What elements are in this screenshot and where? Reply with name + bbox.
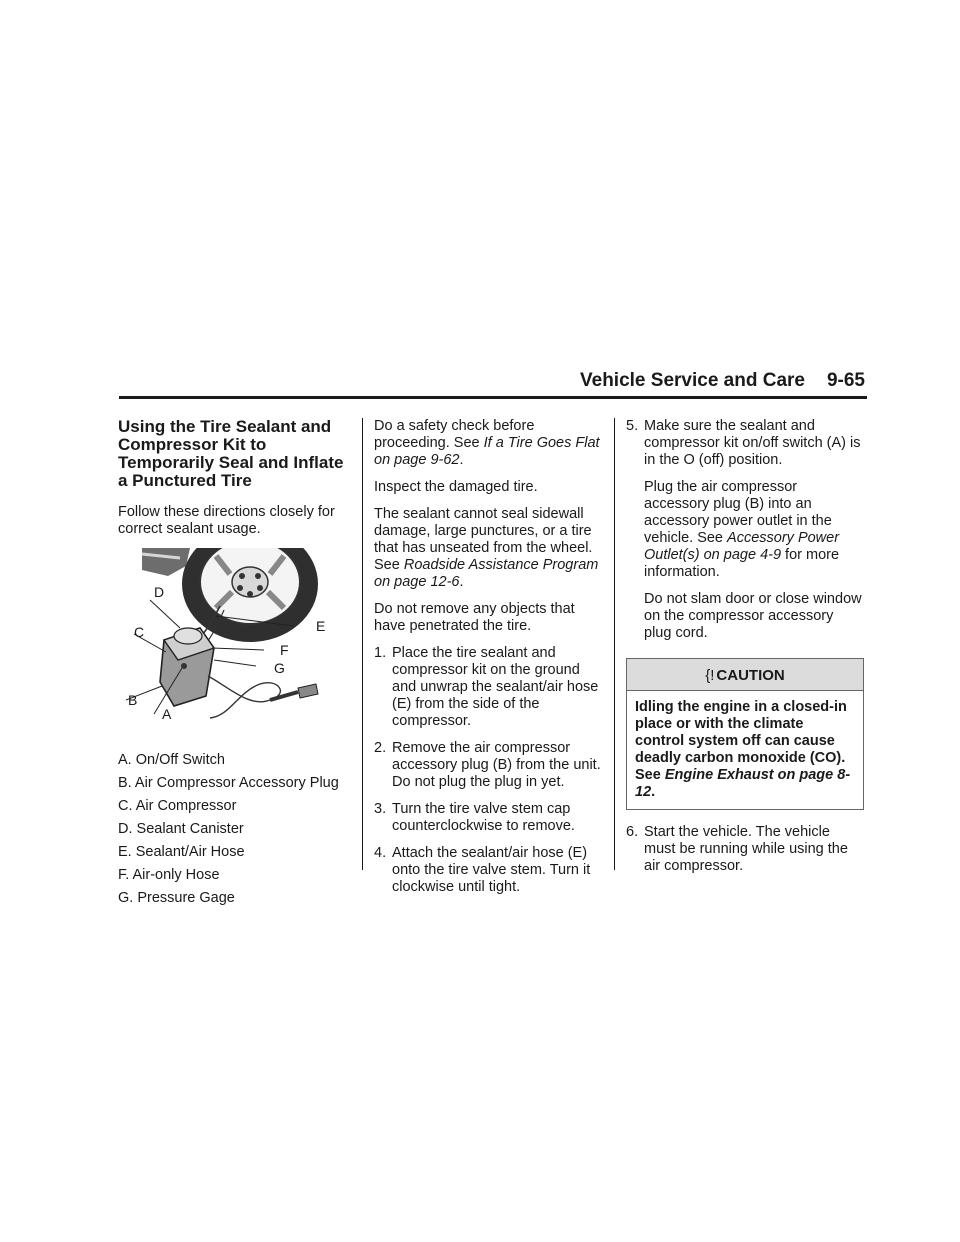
body-text: Do a safety check before proceeding. See [374,418,535,451]
running-head [535,370,865,392]
intro-paragraph: Follow these directions closely for correct sealant usage. [118,504,335,537]
cross-reference-link[interactable]: Roadside Assistance Program on page 12-6 [374,557,599,590]
legend-item: C. Air Compressor [118,798,237,814]
caution-box [626,658,864,810]
step-5-details [626,479,864,642]
step-item [374,845,606,896]
legend-item: A. On/Off Switch [118,752,225,768]
callout-f: F [280,642,289,658]
header-rule [119,396,867,399]
body-text: Plug the air compressor accessory plug (B) into an accessory power outlet in the vehicle. See [644,479,832,546]
sealant-limit-paragraph [374,506,606,591]
step-text: Remove the air compressor accessory plug (B) from the unit. Do not plug the plug in yet. [392,740,601,790]
door-warning-paragraph: Do not slam door or close window on the compressor accessory plug cord. [644,591,862,641]
step-number: 1. [374,645,387,661]
column-divider [362,418,363,870]
step-number: 4. [374,845,387,861]
column-3 [626,418,864,885]
callout-e: E [316,618,326,634]
legend-item: D. Sealant Canister [118,821,244,837]
step-text: Start the vehicle. The vehicle must be running while using the air compressor. [644,824,848,874]
callout-a: A [162,706,172,722]
body-text: . [459,452,464,468]
callout-d: D [154,584,165,600]
cross-reference-link[interactable]: If a Tire Goes Flat on page 9-62 [374,435,600,468]
caution-header [627,659,863,691]
legend-item: E. Sealant/Air Hose [118,844,245,860]
column-divider [614,418,615,870]
section-title: Vehicle Service and Care [580,370,805,391]
step-text: Place the tire sealant and compressor kit on the ground and unwrap the sealant/air hose (E) from the side of the compressor. [392,645,599,729]
step-text: Make sure the sealant and compressor kit on/off switch (A) is in the O (off) position. [644,418,861,468]
column-2 [374,418,606,906]
caution-body [627,691,863,809]
steps-list [374,645,606,896]
step-number: 6. [626,824,639,840]
cross-reference-link[interactable]: Accessory Power Outlet(s) on page 4-9 [644,530,840,563]
step-number: 5. [626,418,639,434]
caution-text: Idling the engine in a closed-in place or with the climate control system off can cause deadly carbon monoxide (CO). See [635,699,847,783]
legend-item: B. Air Compressor Accessory Plug [118,775,339,791]
steps-list-final [626,824,864,875]
caution-text: . [651,784,656,800]
section-heading: Using the Tire Sealant and Compressor Kit to Temporarily Seal and Inflate a Punctured Tire [118,417,344,490]
callout-b: B [128,692,138,708]
step-item [374,740,606,791]
caution-title: CAUTION [716,667,785,684]
column-1 [118,418,352,913]
step-item [374,801,606,835]
step-number: 3. [374,801,387,817]
callout-g: G [274,660,285,676]
body-text: The sealant cannot seal sidewall damage, large punctures, or a tire that has unseated from the wheel. See [374,506,593,573]
step-item [374,645,606,730]
objects-paragraph: Do not remove any objects that have penetrated the tire. [374,601,575,634]
body-text: . [459,574,464,590]
step-item [626,418,864,469]
step-number: 2. [374,740,387,756]
steps-list-continued [626,418,864,469]
callout-c: C [134,624,145,640]
figure-legend [118,752,352,907]
step-text: Turn the tire valve stem cap counterclockwise to remove. [392,801,575,834]
step-text: Attach the sealant/air hose (E) onto the tire valve stem. Turn it clockwise until tight. [392,845,591,895]
plug-paragraph [626,479,864,581]
inspect-paragraph: Inspect the damaged tire. [374,479,538,495]
page-number: 9-65 [826,370,865,391]
cross-reference-link[interactable]: Engine Exhaust on page 8-12 [635,767,851,800]
legend-item: F. Air-only Hose [118,867,220,883]
legend-item: G. Pressure Gage [118,890,235,906]
safety-check-paragraph [374,418,606,469]
step-item [626,824,864,875]
tire-and-compressor-drawing [120,548,356,732]
sealant-kit-illustration [120,548,356,732]
caution-warning-icon: {! [705,667,715,684]
body-text: for more information. [644,547,840,580]
